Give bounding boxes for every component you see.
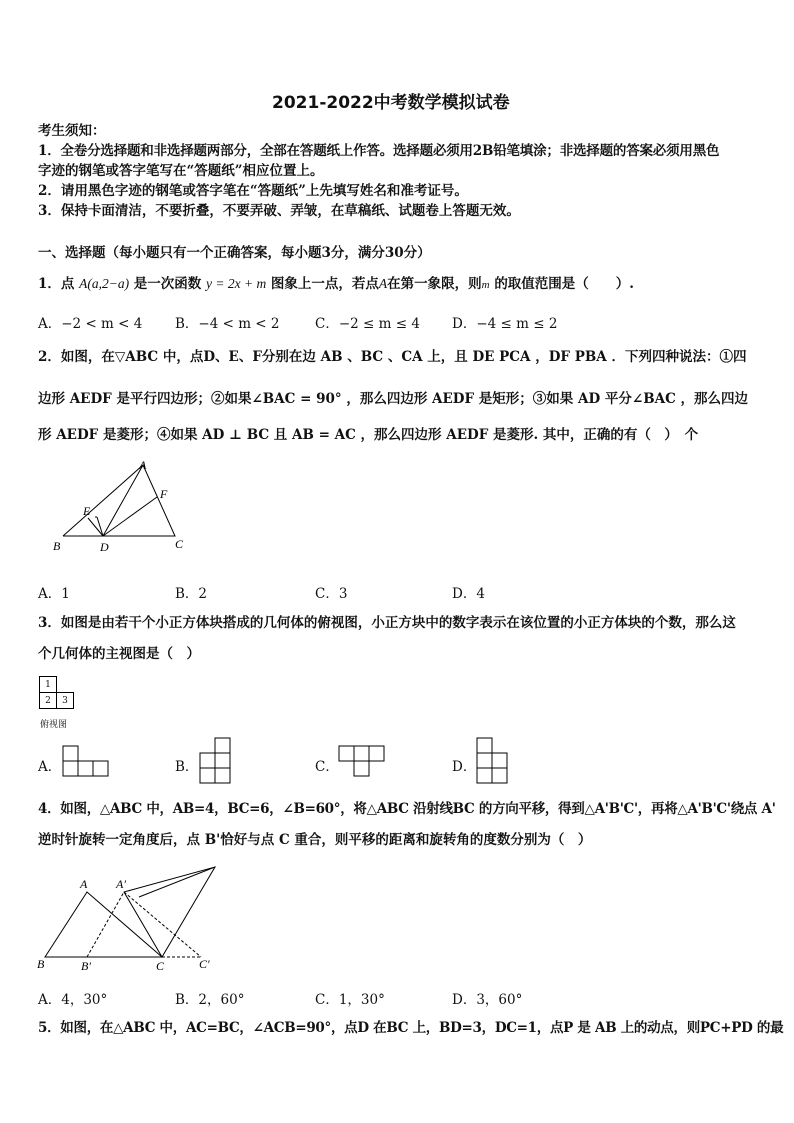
q3-option-a-shape <box>62 744 112 779</box>
q1-text: 在第一象限，则 <box>387 276 482 292</box>
q4-option-b[interactable]: B．2，60° <box>175 992 245 1008</box>
q4-translation-figure <box>35 860 225 980</box>
q1-m: m <box>481 279 490 291</box>
grid-cell: 2 <box>40 693 57 709</box>
q2-option-d[interactable]: D．4 <box>452 586 485 602</box>
q3-option-b[interactable]: B． <box>175 759 199 775</box>
page-title: 2021-2022中考数学模拟试卷 <box>272 93 510 113</box>
q1-point: A(a,2−a) <box>79 276 130 291</box>
q1-option-b[interactable]: B．−4 < m < 2 <box>175 316 280 332</box>
q2-label-b: B <box>53 539 61 553</box>
q3-option-d[interactable]: D． <box>452 759 477 775</box>
q1-option-c[interactable]: C．−2 ≤ m ≤ 4 <box>315 316 420 332</box>
q3-option-c[interactable]: C． <box>315 759 339 775</box>
q3-option-a[interactable]: A． <box>38 759 62 775</box>
q4-label-c: C <box>156 959 165 973</box>
q1-prefix: 1．点 <box>38 276 75 292</box>
q2-option-c[interactable]: C．3 <box>315 586 348 602</box>
q3-option-c-shape <box>338 744 388 779</box>
notice-item: 3．保持卡面清洁，不要折叠，不要弄破、弄皱，在草稿纸、试题卷上答题无效。 <box>38 203 520 219</box>
q4-label-c-prime: C′ <box>199 957 210 971</box>
q1-option-a[interactable]: A．−2 < m < 4 <box>38 316 143 332</box>
q4-label-a: A <box>80 877 88 891</box>
q4-label-b: B <box>37 957 45 971</box>
q3-line: 个几何体的主视图是（ ） <box>38 646 200 662</box>
q4-label-b-prime: B′ <box>81 959 91 973</box>
q1-text: 图象上一点，若点 <box>270 276 379 292</box>
section-heading: 一、选择题（每小题只有一个正确答案，每小题3分，满分30分） <box>38 245 431 261</box>
notice-item: 1．全卷分选择题和非选择题两部分，全部在答题纸上作答。选择题必须用2B铅笔填涂；非选择题的答案必须用黑色 <box>38 143 720 159</box>
q2-triangle-figure <box>45 455 195 555</box>
q3-option-d-shape <box>476 736 511 786</box>
q2-label-e: E <box>83 504 91 518</box>
q3-option-b-shape <box>199 736 234 786</box>
q2-line: 边形 AEDF 是平行四边形；②如果∠BAC = 90° ，那么四边形 AEDF 是矩形；③如果 AD 平分∠BAC ，那么四边 <box>38 391 749 407</box>
notice-item: 2．请用黑色字迹的钢笔或答字笔在“答题纸”上先填写姓名和准考证号。 <box>38 183 468 199</box>
notice-heading: 考生须知： <box>38 123 106 139</box>
grid-cell: 1 <box>40 677 57 693</box>
q2-line: 2．如图，在▽ABC 中，点D、E、F分别在边 AB 、BC 、CA 上，且 DE PCA ，DF PBA ．下列四种说法：①四 <box>38 349 747 365</box>
q1-point-name: A <box>378 276 388 291</box>
q3-line: 3．如图是由若干个小正方体块搭成的几何体的俯视图，小正方块中的数字表示在该位置的小正方体块的个数，那么这 <box>38 615 736 631</box>
q5-line: 5．如图，在△ABC 中，AC=BC，∠ACB=90°，点D 在BC 上，BD=3，DC=1，点P 是 AB 上的动点，则PC+PD 的最 <box>38 1020 784 1036</box>
q2-option-b[interactable]: B．2 <box>175 586 208 602</box>
question-1 <box>38 275 634 294</box>
q4-option-c[interactable]: C．1，30° <box>315 992 385 1008</box>
q4-option-d[interactable]: D．3，60° <box>452 992 523 1008</box>
q2-label-d: D <box>100 540 109 554</box>
q1-suffix: 的取值范围是（ ）. <box>494 276 635 292</box>
q2-line: 形 AEDF 是菱形；④如果 AD ⊥ BC 且 AB = AC ，那么四边形 AEDF 是菱形. 其中，正确的有（ ） 个 <box>38 427 699 443</box>
q4-line: 逆时针旋转一定角度后，点 B'恰好与点 C 重合，则平移的距离和旋转角的度数分别为（ ） <box>38 832 592 848</box>
q1-function: y = 2x + m <box>206 276 267 291</box>
q3-caption: 俯视图 <box>40 720 68 730</box>
q1-option-d[interactable]: D．−4 ≤ m ≤ 2 <box>452 316 558 332</box>
q2-label-f: F <box>160 487 168 501</box>
q4-line: 4．如图，△ABC 中，AB=4，BC=6，∠B=60°，将△ABC 沿射线BC 的方向平移，得到△A'B'C'，再将△A'B'C'绕点 A' <box>38 801 776 817</box>
q3-top-view-grid <box>39 676 74 709</box>
q2-label-c: C <box>175 537 184 551</box>
q2-label-a: A <box>139 458 147 472</box>
grid-cell: 3 <box>57 693 74 709</box>
q1-text: 是一次函数 <box>133 276 202 292</box>
q2-option-a[interactable]: A．1 <box>38 586 70 602</box>
notice-item: 字迹的钢笔或答字笔写在“答题纸”相应位置上。 <box>38 163 324 179</box>
q4-option-a[interactable]: A．4，30° <box>38 992 108 1008</box>
q4-label-a-prime: A′ <box>116 877 126 891</box>
